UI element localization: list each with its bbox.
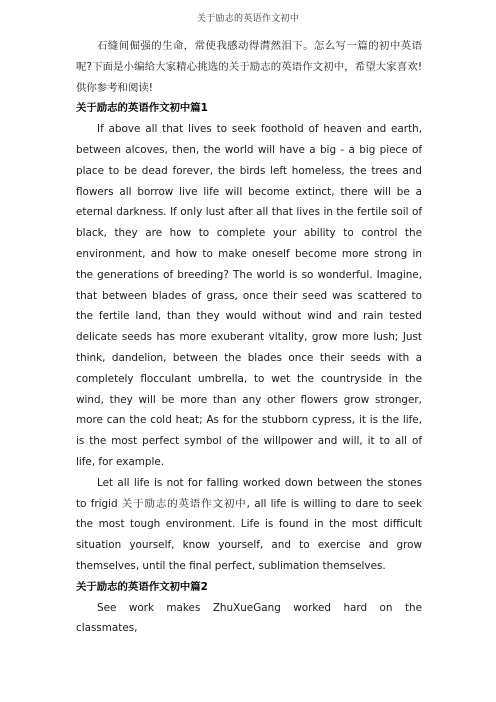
document-body xyxy=(76,36,422,639)
section-1-paragraph-1: If above all that lives to seek foothold of heaven and earth, between alcoves, then, the world will have a big - a big piece of place to be dead forever, the birds left homeless, the trees and flowers all borrow live life will become extinct, there will be a eternal darkness. If only lust after all that lives in the fertile soil of black, they are how to complete your ability to control the environment, and how to make oneself become more strong in the generations of breeding? The world is so wonderful. Imagine, that between blades of grass, once their seed was scattered to the fertile land, than they would without wind and rain tested delicate seeds has more exuberant vitality, grow more lush; Just think, dandelion, between the blades once their seeds with a completely flocculant umbrella, to wet the countryside in the wind, they will be more than any other flowers grow stronger, more can the cold heat; As for the stubborn cypress, it is the life, is the most perfect symbol of the willpower and will, it to all of life, for example. xyxy=(76,123,422,468)
section-1-heading: 关于励志的英语作文初中篇1 xyxy=(76,102,208,115)
section-2-heading: 关于励志的英语作文初中篇2 xyxy=(76,580,208,593)
page-header-title: 关于励志的英语作文初中 xyxy=(196,14,300,24)
section-1-paragraph-2: Let all life is not for falling worked down between the stones to frigid 关于励志的英语作文初中, all life is willing to dare to seek the most tough environment. Life is found in the most difficult situation yourself, know yourself, and to exercise and grow themselves, until the final perfect, sublimation themselves. xyxy=(76,476,422,572)
section-2-paragraph-1: See work makes ZhuXueGang worked hard on the classmates, xyxy=(76,601,422,635)
intro-paragraph: 石缝间倔强的生命，常使我感动得潸然泪下。怎么写一篇的初中英语呢?下面是小编给大家精心挑选的关于励志的英语作文初中，希望大家喜欢!供你参考和阅读! xyxy=(76,40,422,94)
